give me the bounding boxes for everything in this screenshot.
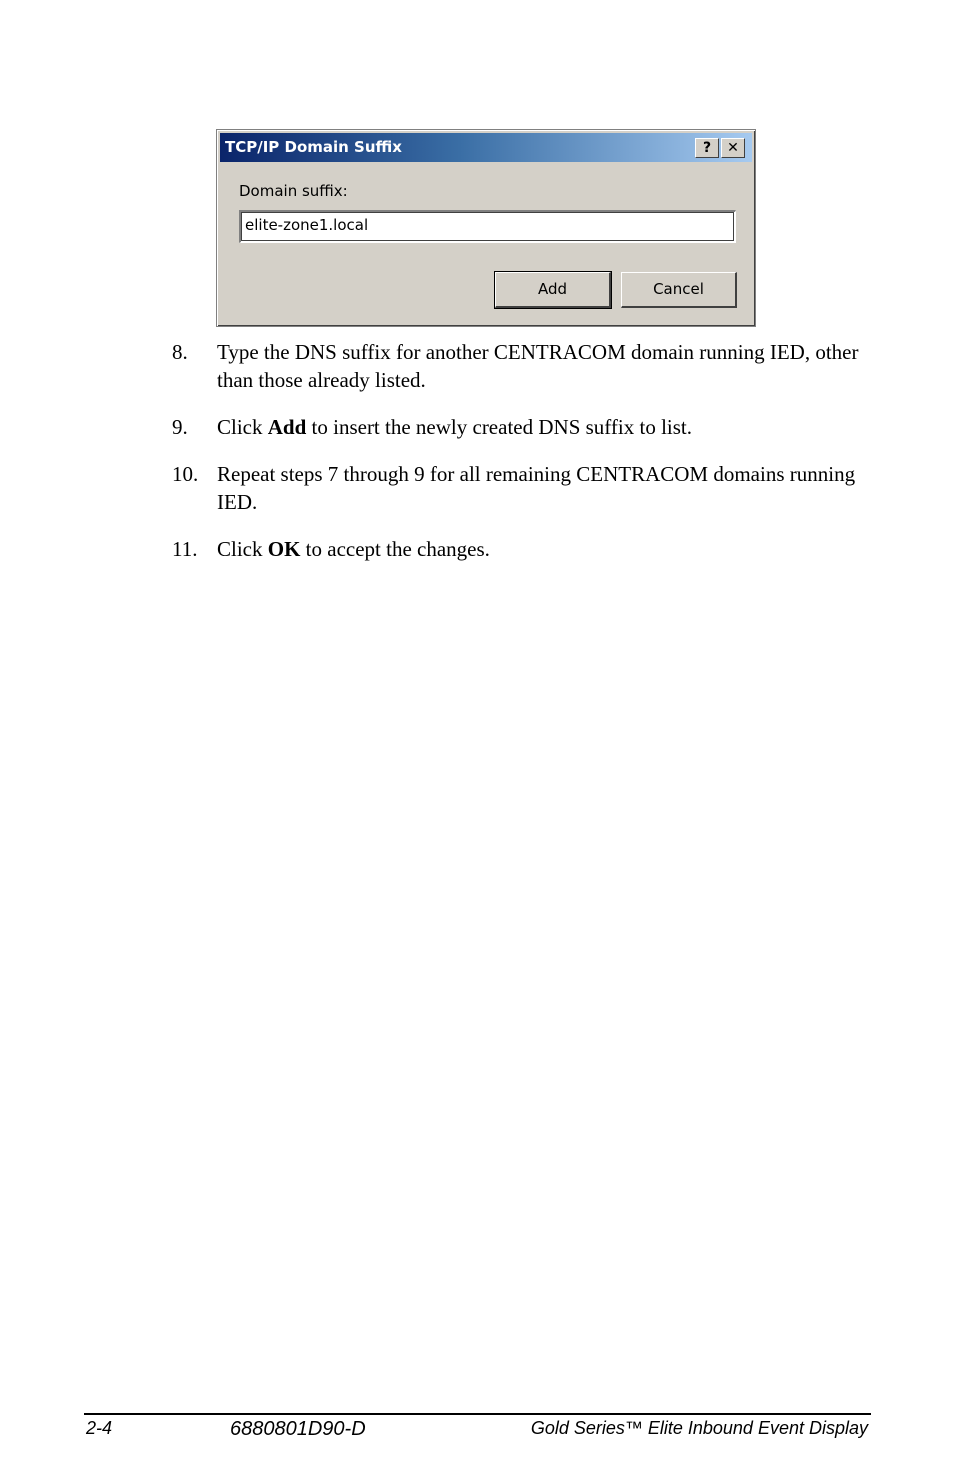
instruction-steps (172, 338, 862, 582)
step-text: Click (217, 415, 268, 439)
domain-suffix-input[interactable]: elite-zone1.local (239, 210, 736, 243)
step-number: 9. (172, 415, 188, 439)
step-item (172, 460, 862, 516)
step-item (172, 413, 862, 441)
footer-doc-number: 6880801D90-D (230, 1418, 366, 1440)
footer-book-title: Gold Series™ Elite Inbound Event Display (530, 1418, 868, 1438)
footer-rule (84, 1413, 871, 1415)
step-item (172, 535, 862, 563)
step-number: 10. (172, 462, 199, 486)
step-bold-term: Add (267, 415, 307, 439)
step-bold-term: OK (267, 537, 301, 561)
step-text: Click (217, 537, 268, 561)
step-number: 11. (172, 537, 198, 561)
step-text: Repeat steps 7 through 9 for all remaining CENTRACOM domains running IED. (217, 462, 856, 514)
close-icon[interactable]: ✕ (721, 138, 745, 158)
domain-suffix-label: Domain suffix: (239, 182, 348, 200)
step-text: to accept the changes. (300, 537, 490, 561)
step-item (172, 338, 862, 394)
add-button[interactable]: Add (495, 272, 611, 308)
footer-page-number: 2-4 (86, 1418, 113, 1438)
step-number: 8. (172, 340, 188, 364)
help-icon[interactable]: ? (695, 138, 719, 158)
cancel-button[interactable]: Cancel (621, 272, 737, 308)
dialog-title: TCP/IP Domain Suffix (225, 138, 402, 156)
step-text: Type the DNS suffix for another CENTRACOM domain running IED, other than those already listed. (217, 340, 859, 392)
step-text: to insert the newly created DNS suffix to list. (306, 415, 692, 439)
tcpip-domain-suffix-dialog (216, 129, 756, 327)
dialog-titlebar (220, 133, 752, 162)
